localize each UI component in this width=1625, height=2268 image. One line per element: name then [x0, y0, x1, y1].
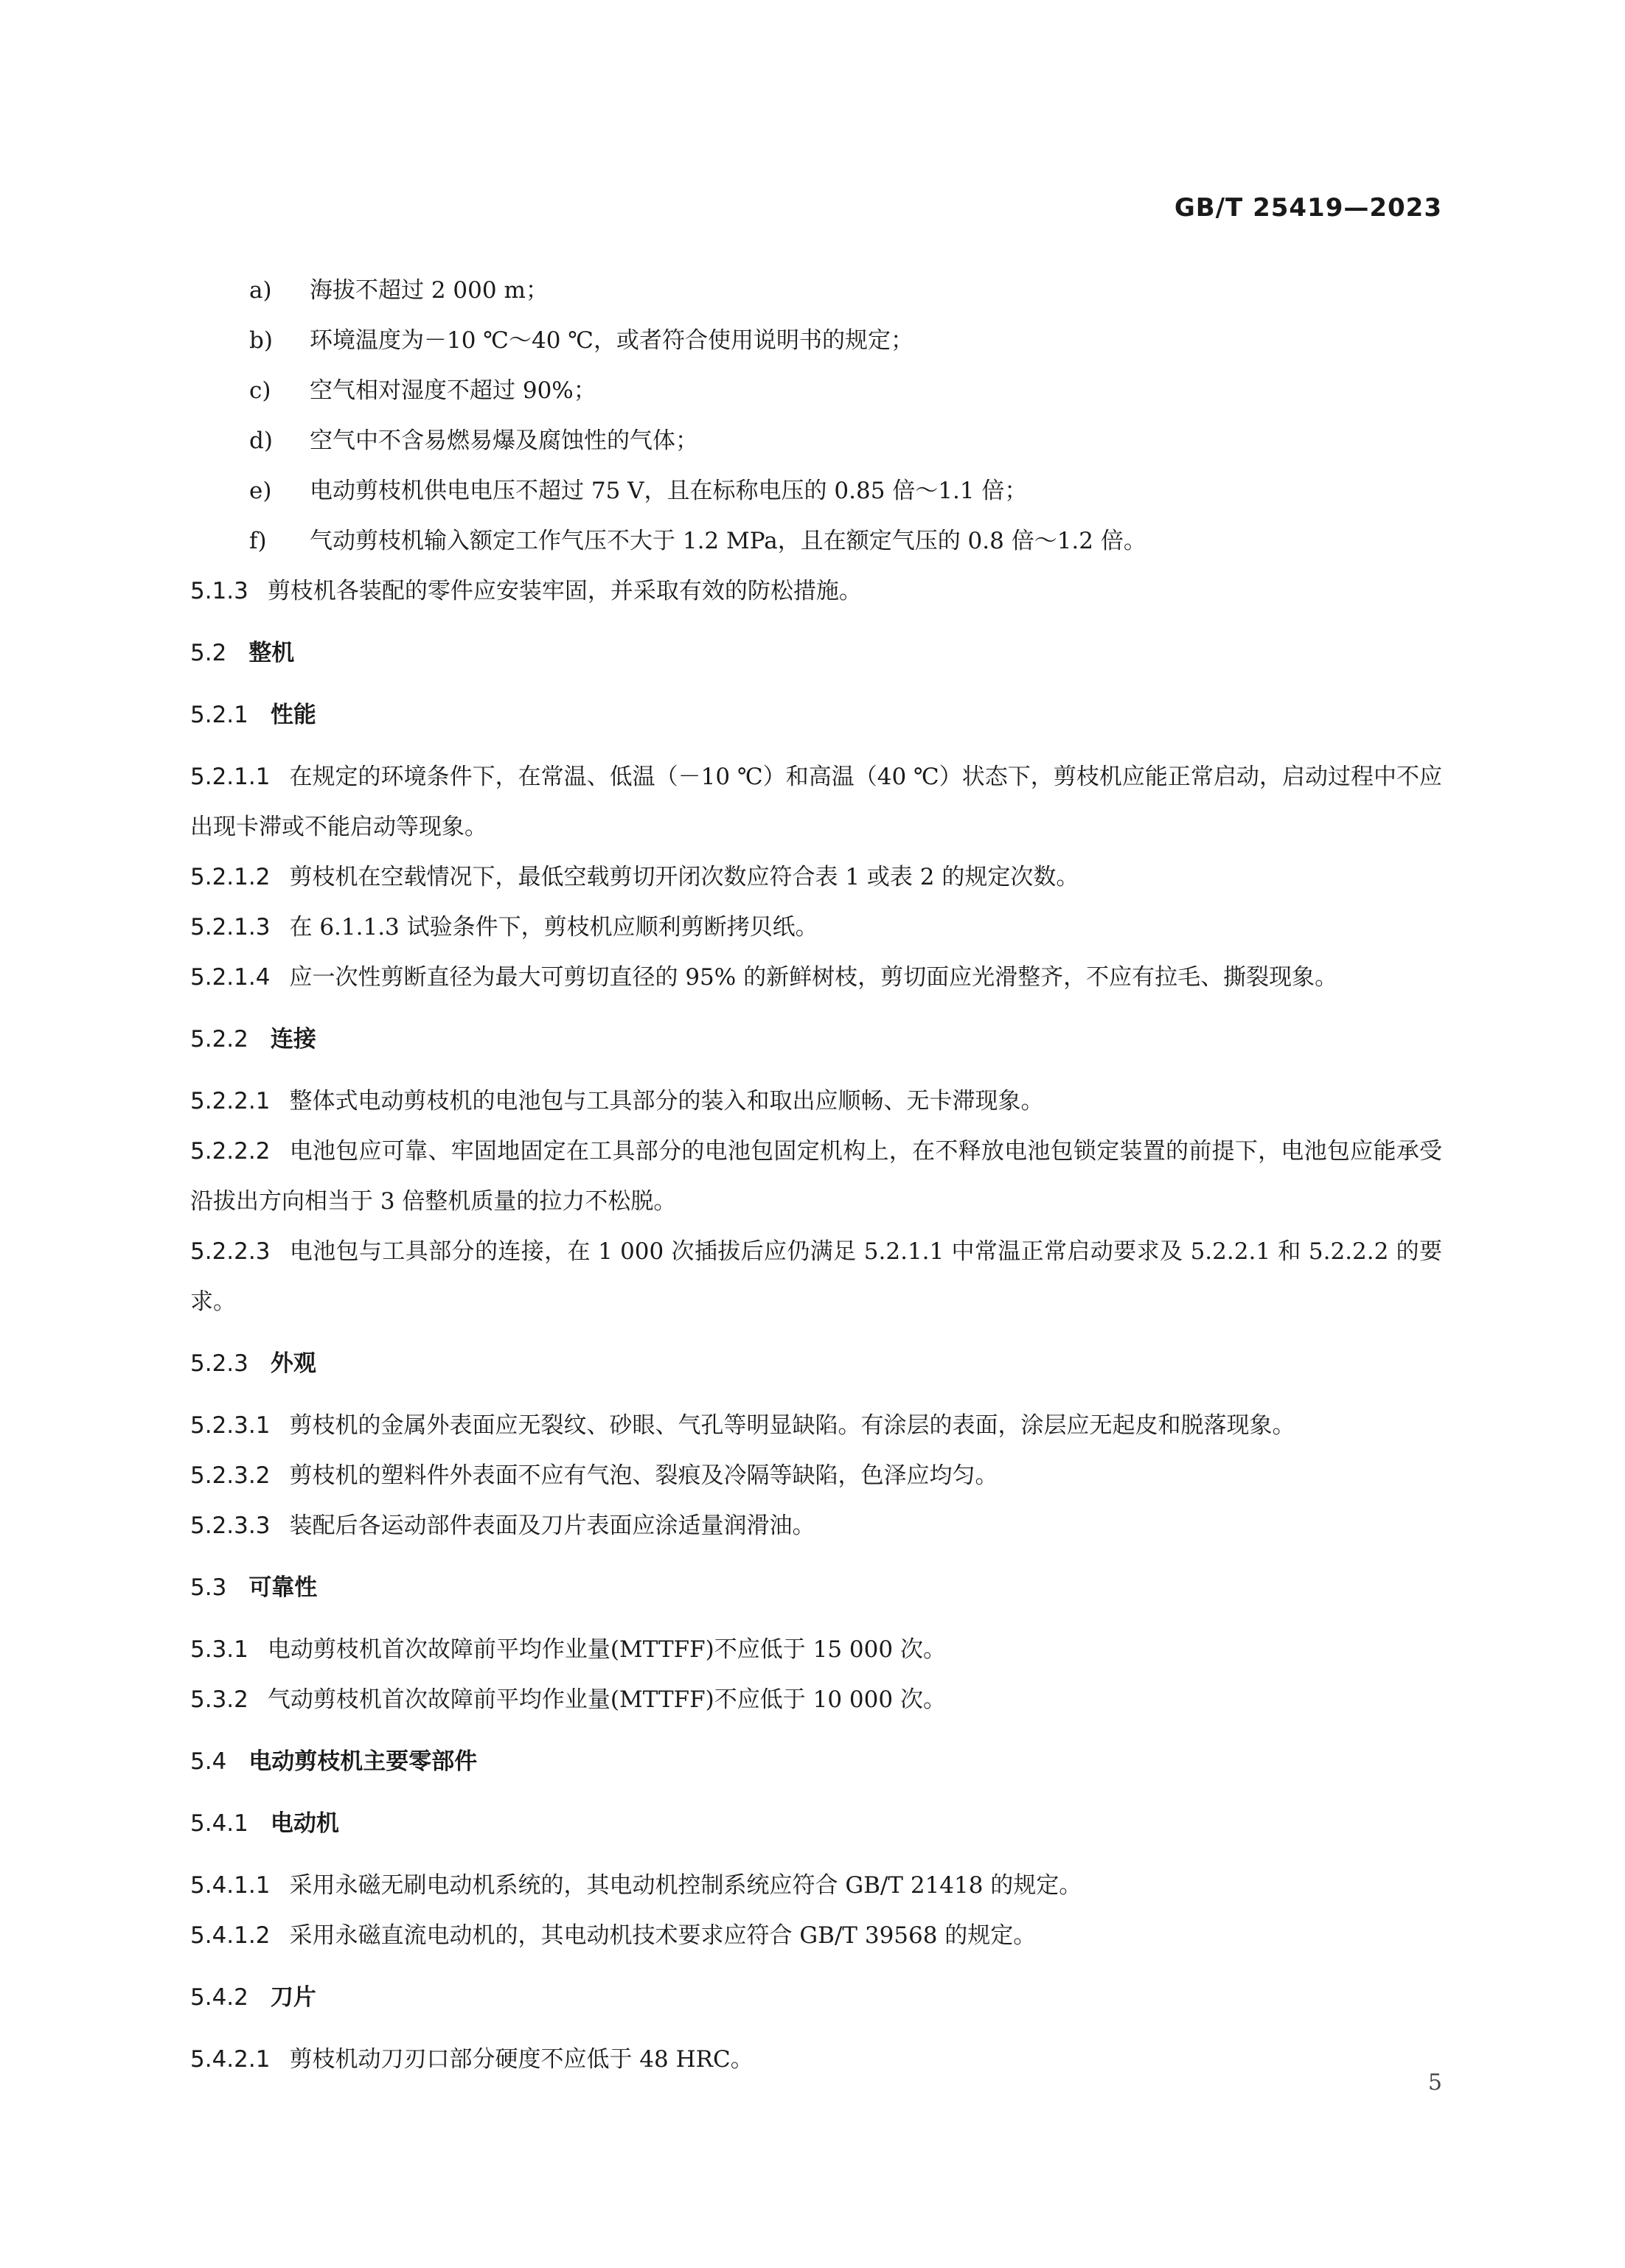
- clause-5-2-2-1: [190, 1076, 1442, 1126]
- section-number: 5.4: [190, 1748, 227, 1775]
- section-title: 电动剪枝机主要零部件: [248, 1748, 478, 1775]
- clause-number: 5.4.2.1: [190, 2046, 271, 2073]
- clause-text: 电池包与工具部分的连接，在 1 000 次插拔后应仍满足 5.2.1.1 中常温正常启动要求及 5.2.2.1 和 5.2.2.2 的要求。: [190, 1238, 1442, 1315]
- section-title: 电动机: [270, 1810, 339, 1837]
- clause-number: 5.2.2.1: [190, 1088, 271, 1114]
- clause-5-3-1: [190, 1625, 1442, 1675]
- clause-number: 5.4.1.1: [190, 1872, 271, 1899]
- clause-5-3-2: [190, 1675, 1442, 1725]
- clause-5-1-3: [190, 566, 1442, 616]
- section-number: 5.2.3: [190, 1350, 248, 1377]
- clause-5-2-1-2: [190, 852, 1442, 902]
- clause-5-2-1-3: [190, 902, 1442, 952]
- clause-text: 剪枝机各装配的零件应安装牢固，并采取有效的防松措施。: [267, 578, 862, 604]
- clause-text: 整体式电动剪枝机的电池包与工具部分的装入和取出应顺畅、无卡滞现象。: [289, 1088, 1044, 1114]
- section-number: 5.2.2: [190, 1026, 248, 1053]
- clause-number: 5.2.1.4: [190, 964, 271, 991]
- clause-text: 电动剪枝机首次故障前平均作业量(MTTFF)不应低于 15 000 次。: [267, 1636, 946, 1663]
- clause-5-4-2-1: [190, 2034, 1442, 2084]
- list-label: b): [249, 327, 273, 354]
- section-title: 整机: [248, 640, 295, 666]
- list-item: [190, 366, 1442, 416]
- clause-5-4-1-2: [190, 1911, 1442, 1961]
- section-5-4-1-heading: [190, 1798, 1442, 1849]
- list-label: e): [249, 478, 272, 504]
- clause-number: 5.2.1.1: [190, 764, 271, 790]
- clause-5-2-3-3: [190, 1501, 1442, 1551]
- clause-number: 5.2.3.3: [190, 1512, 271, 1539]
- section-number: 5.4.1: [190, 1810, 248, 1837]
- list-text: 气动剪枝机输入额定工作气压不大于 1.2 MPa，且在额定气压的 0.8 倍～1.2 倍。: [310, 528, 1146, 554]
- section-title: 可靠性: [248, 1574, 318, 1601]
- section-title: 外观: [270, 1350, 316, 1377]
- clause-text: 在规定的环境条件下，在常温、低温（－10 ℃）和高温（40 ℃）状态下，剪枝机应能正常启动，启动过程中不应出现卡滞或不能启动等现象。: [190, 764, 1442, 840]
- clause-text: 在 6.1.1.3 试验条件下，剪枝机应顺利剪断拷贝纸。: [289, 914, 818, 941]
- clause-5-2-2-2: [190, 1126, 1442, 1227]
- clause-5-2-1-1: [190, 752, 1442, 852]
- clause-text: 剪枝机的金属外表面应无裂纹、砂眼、气孔等明显缺陷。有涂层的表面，涂层应无起皮和脱落现象。: [289, 1412, 1295, 1439]
- section-5-2-2-heading: [190, 1014, 1442, 1064]
- clause-number: 5.2.2.2: [190, 1138, 271, 1165]
- clause-5-4-1-1: [190, 1860, 1442, 1911]
- clause-text: 应一次性剪断直径为最大可剪切直径的 95% 的新鲜树枝，剪切面应光滑整齐，不应有拉毛、撕裂现象。: [289, 964, 1338, 991]
- standard-code: GB/T 25419—2023: [1174, 193, 1442, 223]
- list-text: 空气相对湿度不超过 90%；: [310, 377, 596, 404]
- list-label: f): [249, 528, 267, 554]
- clause-number: 5.2.3.2: [190, 1462, 271, 1489]
- section-5-2-1-heading: [190, 690, 1442, 740]
- list-label: d): [249, 428, 273, 454]
- clause-text: 装配后各运动部件表面及刀片表面应涂适量润滑油。: [289, 1512, 815, 1539]
- list-text: 环境温度为－10 ℃～40 ℃，或者符合使用说明书的规定；: [310, 327, 914, 354]
- clause-number: 5.4.1.2: [190, 1922, 271, 1949]
- document-body: [190, 265, 1442, 2084]
- section-number: 5.3: [190, 1574, 227, 1601]
- list-text: 空气中不含易燃易爆及腐蚀性的气体；: [310, 428, 698, 454]
- clause-5-2-2-3: [190, 1227, 1442, 1327]
- section-5-2-3-heading: [190, 1339, 1442, 1389]
- clause-number: 5.2.1.2: [190, 864, 271, 890]
- section-title: 性能: [270, 702, 316, 728]
- section-5-4-2-heading: [190, 1972, 1442, 2023]
- list-item: [190, 516, 1442, 566]
- clause-text: 气动剪枝机首次故障前平均作业量(MTTFF)不应低于 10 000 次。: [267, 1686, 946, 1713]
- section-5-4-heading: [190, 1737, 1442, 1787]
- list-label: c): [249, 377, 271, 404]
- clause-text: 采用永磁直流电动机的，其电动机技术要求应符合 GB/T 39568 的规定。: [289, 1922, 1037, 1949]
- section-title: 刀片: [270, 1984, 316, 2011]
- section-number: 5.2.1: [190, 702, 248, 728]
- list-item: [190, 416, 1442, 466]
- clause-number: 5.1.3: [190, 578, 248, 604]
- clause-text: 剪枝机的塑料件外表面不应有气泡、裂痕及冷隔等缺陷，色泽应均匀。: [289, 1462, 998, 1489]
- clause-5-2-3-2: [190, 1451, 1442, 1501]
- clause-5-2-1-4: [190, 952, 1442, 1002]
- clause-number: 5.3.1: [190, 1636, 248, 1663]
- list-item: [190, 265, 1442, 315]
- list-text: 海拔不超过 2 000 m；: [310, 277, 549, 304]
- clause-text: 电池包应可靠、牢固地固定在工具部分的电池包固定机构上，在不释放电池包锁定装置的前提下，电池包应能承受沿拔出方向相当于 3 倍整机质量的拉力不松脱。: [190, 1138, 1442, 1215]
- list-item: [190, 466, 1442, 516]
- page-number: 5: [1427, 2070, 1442, 2096]
- clause-5-2-3-1: [190, 1400, 1442, 1451]
- clause-text: 剪枝机动刀刃口部分硬度不应低于 48 HRC。: [289, 2046, 754, 2073]
- section-number: 5.2: [190, 640, 227, 666]
- section-5-3-heading: [190, 1563, 1442, 1613]
- list-item: [190, 315, 1442, 366]
- section-title: 连接: [270, 1026, 316, 1053]
- clause-text: 剪枝机在空载情况下，最低空载剪切开闭次数应符合表 1 或表 2 的规定次数。: [289, 864, 1079, 890]
- clause-number: 5.3.2: [190, 1686, 248, 1713]
- list-label: a): [249, 277, 272, 304]
- clause-text: 采用永磁无刷电动机系统的，其电动机控制系统应符合 GB/T 21418 的规定。: [289, 1872, 1082, 1899]
- clause-number: 5.2.3.1: [190, 1412, 271, 1439]
- clause-number: 5.2.2.3: [190, 1238, 271, 1265]
- section-5-2-heading: [190, 628, 1442, 678]
- list-text: 电动剪枝机供电电压不超过 75 V，且在标称电压的 0.85 倍～1.1 倍；: [310, 478, 1028, 504]
- clause-number: 5.2.1.3: [190, 914, 271, 941]
- section-number: 5.4.2: [190, 1984, 248, 2011]
